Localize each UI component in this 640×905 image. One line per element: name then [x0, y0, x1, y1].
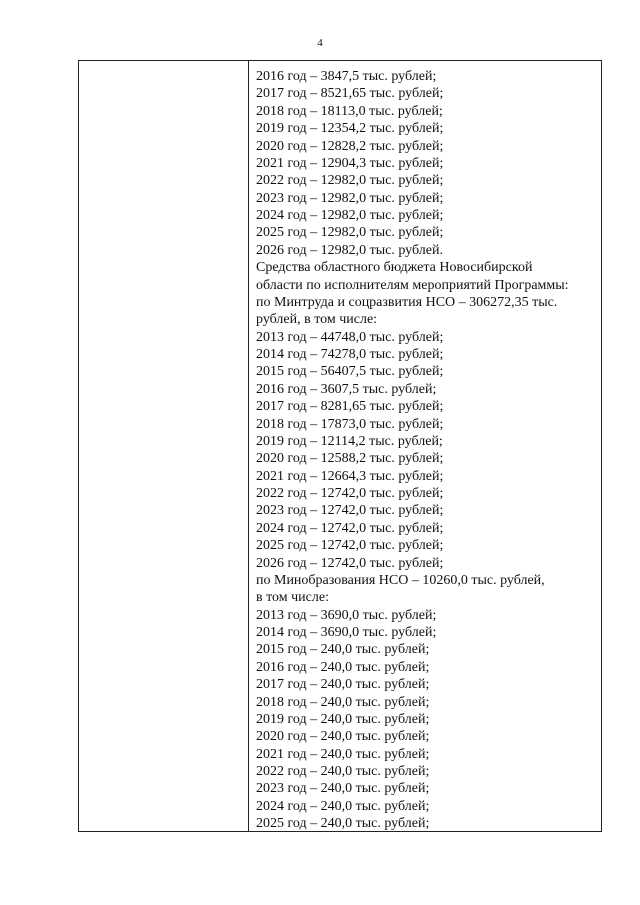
text-line: 2022 год – 12982,0 тыс. рублей; [256, 173, 444, 189]
text-line: в том числе: [256, 590, 329, 606]
text-line: 2015 год – 56407,5 тыс. рублей; [256, 364, 444, 380]
text-line: 2020 год – 12588,2 тыс. рублей; [256, 451, 444, 467]
text-line: 2026 год – 12742,0 тыс. рублей; [256, 555, 444, 571]
text-line: 2013 год – 3690,0 тыс. рублей; [256, 607, 437, 623]
text-line: области по исполнителям мероприятий Программы: [256, 277, 569, 293]
text-line: 2019 год – 12354,2 тыс. рублей; [256, 121, 444, 137]
text-line: 2021 год – 240,0 тыс. рублей; [256, 746, 430, 762]
text-line: 2018 год – 18113,0 тыс. рублей; [256, 103, 443, 119]
text-line: 2017 год – 240,0 тыс. рублей; [256, 677, 430, 693]
text-line: 2023 год – 12742,0 тыс. рублей; [256, 503, 444, 519]
text-line: 2023 год – 12982,0 тыс. рублей; [256, 190, 444, 206]
text-line: 2022 год – 240,0 тыс. рублей; [256, 764, 430, 779]
text-line: 2026 год – 12982,0 тыс. рублей. [256, 242, 443, 258]
text-line: 2014 год – 74278,0 тыс. рублей; [256, 347, 444, 362]
text-line: 2020 год – 240,0 тыс. рублей; [256, 729, 430, 745]
text-line: 2018 год – 240,0 тыс. рублей; [256, 694, 430, 710]
left-cell [79, 61, 249, 831]
text-line: 2018 год – 17873,0 тыс. рублей; [256, 416, 444, 432]
content-table [78, 60, 602, 832]
text-line: 2016 год – 3847,5 тыс. рублей; [256, 69, 437, 84]
text-line: рублей, в том числе: [256, 312, 378, 328]
text-line: 2015 год – 240,0 тыс. рублей; [256, 642, 430, 658]
text-line: 2024 год – 240,0 тыс. рублей; [256, 798, 430, 814]
text-line: Средства областного бюджета Новосибирской [256, 260, 533, 276]
text-line: 2024 год – 12742,0 тыс. рублей; [256, 520, 444, 536]
text-line: 2017 год – 8521,65 тыс. рублей; [256, 86, 444, 102]
text-line: 2014 год – 3690,0 тыс. рублей; [256, 625, 437, 640]
text-line: 2020 год – 12828,2 тыс. рублей; [256, 138, 444, 154]
text-line: 2013 год – 44748,0 тыс. рублей; [256, 329, 444, 345]
text-line: 2024 год – 12982,0 тыс. рублей; [256, 208, 444, 223]
text-line: 2016 год – 3607,5 тыс. рублей; [256, 381, 437, 397]
text-line: 2019 год – 240,0 тыс. рублей; [256, 711, 430, 727]
text-line: 2025 год – 12982,0 тыс. рублей; [256, 225, 444, 241]
right-cell [256, 68, 596, 833]
text-line: 2025 год – 240,0 тыс. рублей; [256, 816, 430, 832]
text-line: 2025 год – 12742,0 тыс. рублей; [256, 538, 444, 554]
text-line: 2016 год – 240,0 тыс. рублей; [256, 659, 430, 675]
page-number: 4 [317, 37, 323, 49]
text-line: 2021 год – 12904,3 тыс. рублей; [256, 155, 444, 171]
text-line: 2019 год – 12114,2 тыс. рублей; [256, 433, 443, 449]
text-line: по Минтруда и соцразвития НСО – 306272,35 тыс. [256, 294, 558, 310]
text-line: 2021 год – 12664,3 тыс. рублей; [256, 468, 444, 484]
text-line: 2017 год – 8281,65 тыс. рублей; [256, 399, 444, 415]
text-line: 2023 год – 240,0 тыс. рублей; [256, 781, 430, 797]
text-line: по Минобразования НСО – 10260,0 тыс. рублей, [256, 572, 545, 588]
text-line: 2022 год – 12742,0 тыс. рублей; [256, 486, 444, 501]
